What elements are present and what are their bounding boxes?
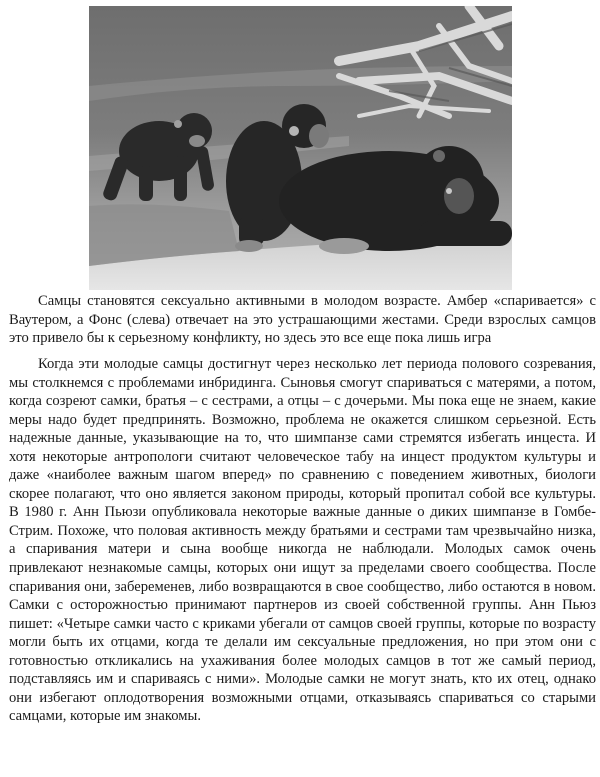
figure-caption: Самцы становятся сексуально активными в молодом возрасте. Амбер «спаривается» с Ваутером, а Фонс (слева) отвечает на это устрашающими жестами. Среди взрослых самцов это привело бы к серьезному конфликту, но здесь это все еще пока лишь игра — [9, 293, 596, 347]
chimpanzee-photo — [89, 6, 512, 290]
body-paragraph: Когда эти молодые самцы достигнут через несколько лет периода полового созревания, мы столкнемся с проблемами инбридинга. Сыновья смогут спариваться с матерями, а потом, когда созреют самки, братья – с сестрами, а отцы – с дочерьми. Мы пока еще не знаем, какие меры надо будет предпринять. Возможно, проблема не окажется слишком серьезной. Есть надежные данные, указывающие на то, что шимпанзе сами стремятся избегать инцеста. И хотя некоторые антропологи считают человеческое табу на инцест продуктом культуры и даже «наиболее важным шагом вперед» по сравнению с поведением животных, биологи скорее полагают, что оно является законом природы, который пропитал собой все культуры. В 1980 г. Анн Пьюзи опубликовала некоторые важные данные о диких шимпанзе в Гомбе-Стрим. Похоже, что половая активность между братьями и сестрами там чрезвычайно низка, а спаривания матери и сына вообще никогда не наблюдали. Молодых самок очень привлекают незнакомые самцы, которых они ищут за пределами своего сообщества. После спаривания они, забеременев, либо возвращаются в свое сообщество, либо остаются в новом. Самки с осторожностью принимают партнеров из своей собственной группы. Анн Пьюз пишет: «Четыре самки часто с криками убегали от самцов своей группы, которые по возрасту могли быть их отцами, когда те делали им сексуальные предложения, но при этом они с готовностью откликались на ухаживания более молодых самцов в тот же самый период, подставляясь им и спариваясь с ними». Молодые самки не могут знать, кто их отец, однако они избегают оплодотворения возможными отцами, отказываясь спариваться со старыми самцами, которые им знакомы. — [9, 356, 596, 725]
